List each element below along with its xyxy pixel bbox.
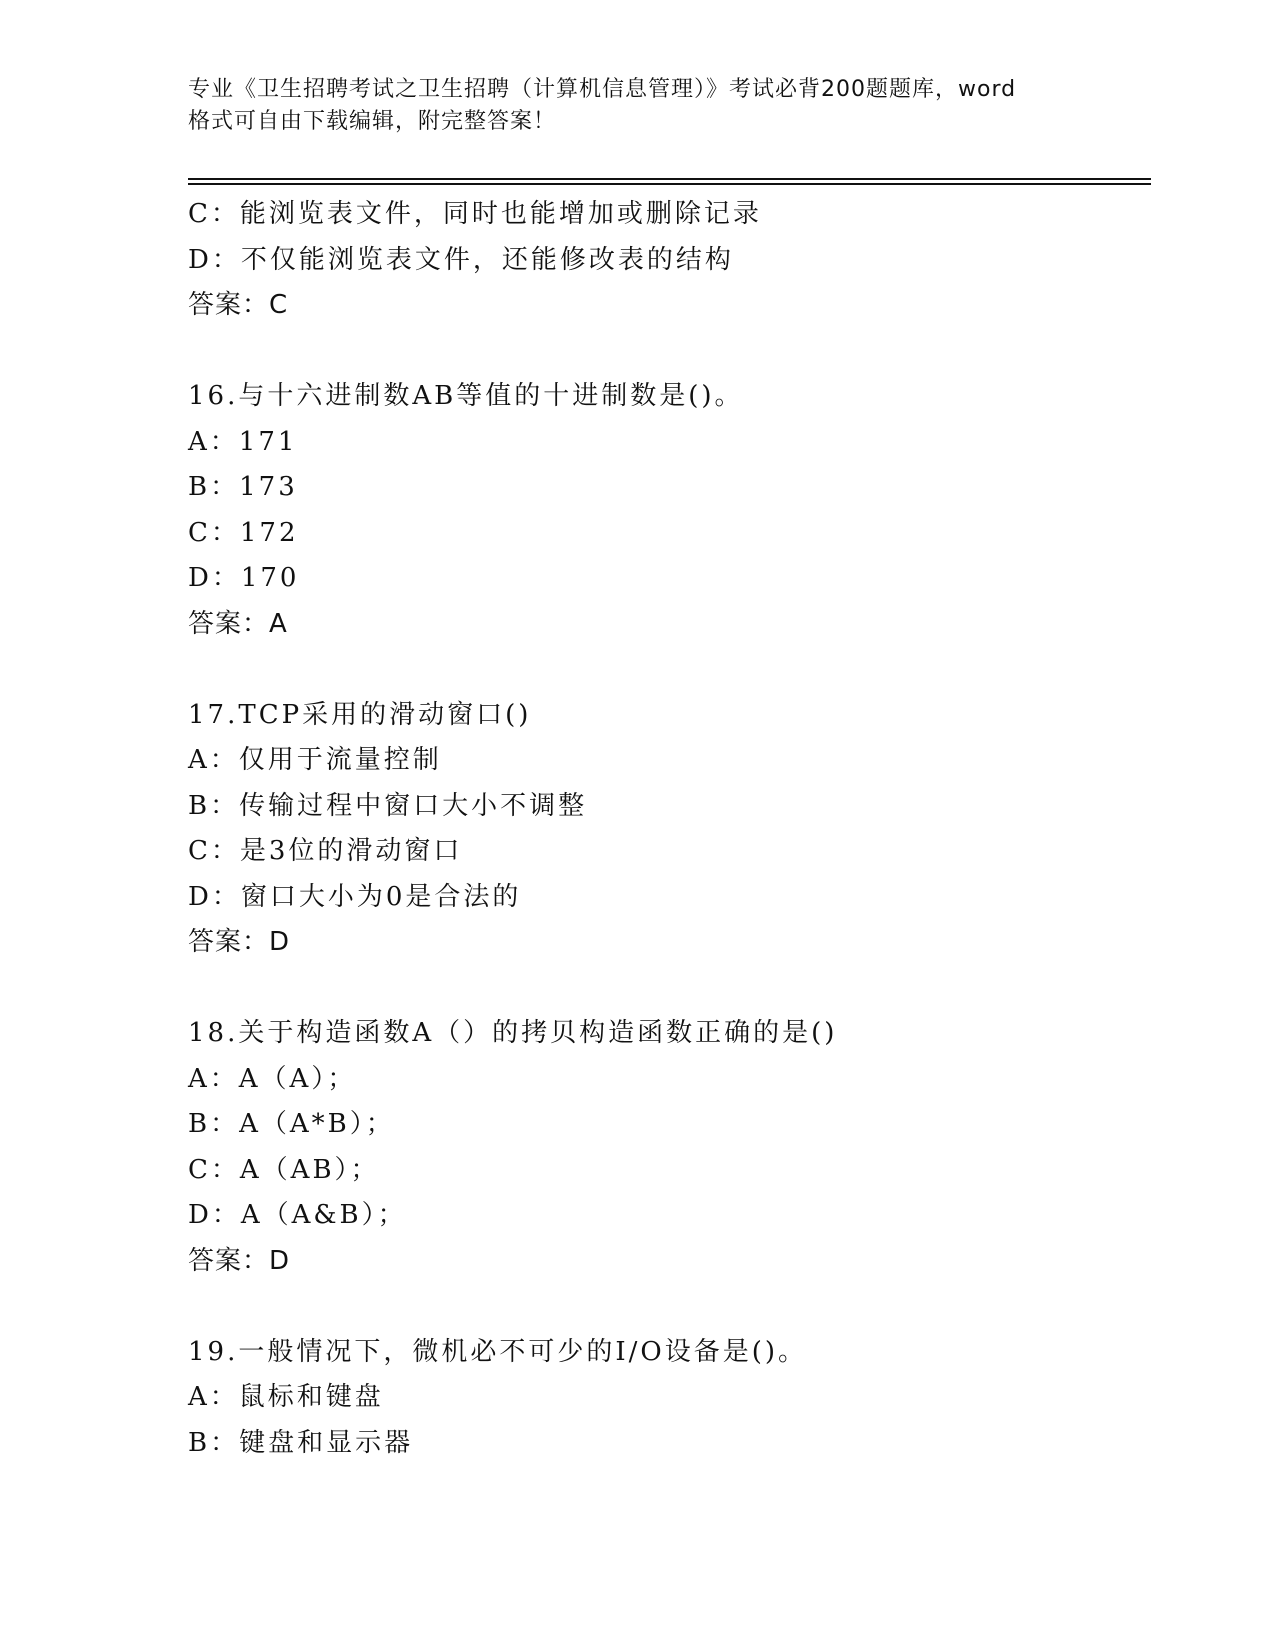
option-a: A：鼠标和键盘 <box>188 1382 384 1412</box>
option-d: D：170 <box>188 563 300 593</box>
option-d: D：不仅能浏览表文件，还能修改表的结构 <box>188 244 734 275</box>
question-stem: 17.TCP采用的滑动窗口() <box>188 699 532 730</box>
option-d: D：窗口大小为0是合法的 <box>188 881 522 912</box>
spacer <box>188 329 1148 375</box>
spacer <box>188 1284 1148 1330</box>
question-stem: 18.关于构造函数A（）的拷贝构造函数正确的是() <box>188 1018 838 1048</box>
option-d: D：A（A&B）； <box>188 1200 407 1230</box>
spacer <box>188 647 1148 693</box>
header-divider-top <box>188 178 1151 180</box>
answer-line: 答案：C <box>188 290 289 320</box>
option-c: C：172 <box>188 517 299 548</box>
option-b: B：173 <box>188 472 298 502</box>
header-line-1: 专业《卫生招聘考试之卫生招聘（计算机信息管理）》考试必背200题题库，word <box>188 77 1017 102</box>
option-a: A：A（A）； <box>188 1063 357 1094</box>
answer-line: 答案：A <box>188 608 288 639</box>
option-c: C：A（AB）； <box>188 1154 380 1185</box>
question-list <box>188 192 1148 1466</box>
option-c: C：能浏览表文件，同时也能增加或删除记录 <box>188 199 762 229</box>
answer-line: 答案：D <box>188 927 291 957</box>
option-b: B：键盘和显示器 <box>188 1427 414 1458</box>
option-c: C：是3位的滑动窗口 <box>188 836 463 866</box>
document-header <box>188 74 1088 138</box>
option-b: B：A（A*B）； <box>188 1109 395 1139</box>
answer-line: 答案：D <box>188 1245 291 1276</box>
spacer <box>188 966 1148 1012</box>
option-a: A：171 <box>188 426 298 457</box>
header-line-2: 格式可自由下载编辑，附完整答案！ <box>188 109 557 134</box>
header-divider-bottom <box>188 183 1151 185</box>
option-b: B：传输过程中窗口大小不调整 <box>188 790 588 821</box>
question-stem: 19.一般情况下，微机必不可少的I/O设备是()。 <box>188 1336 807 1367</box>
question-stem: 16.与十六进制数AB等值的十进制数是()。 <box>188 381 744 411</box>
option-a: A：仅用于流量控制 <box>188 745 442 775</box>
